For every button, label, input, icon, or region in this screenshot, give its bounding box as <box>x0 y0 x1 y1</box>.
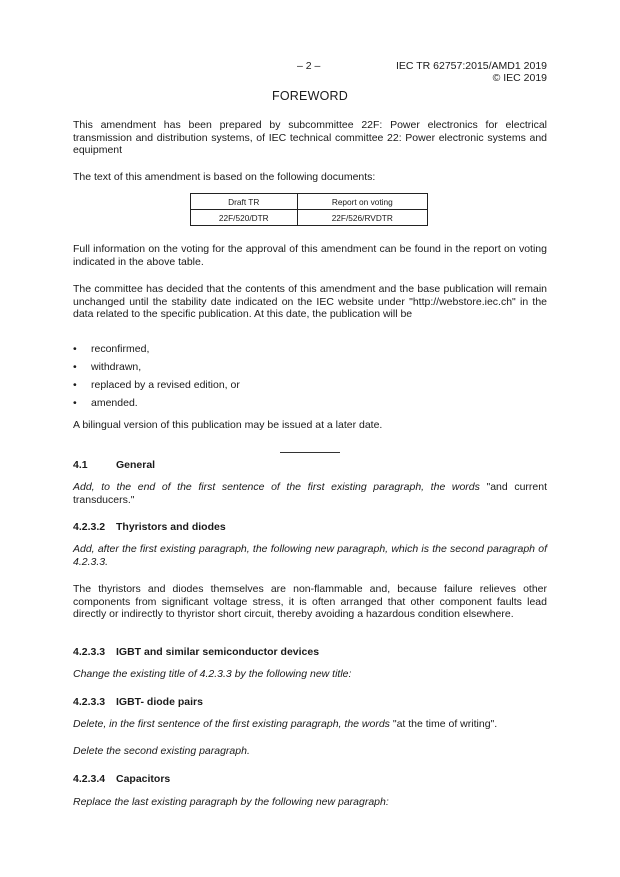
amendment-instruction: Add, to the end of the first sentence of the first existing paragraph, the words "and current transducers." <box>73 481 547 506</box>
foreword-paragraph-4: The committee has decided that the contents of this amendment and the base publication will remain unchanged until the stability date indicated on the IEC website under "http://webstore.iec.ch" in the data related to the specific publication. At this date, the publication will be <box>73 283 547 321</box>
foreword-paragraph-5: A bilingual version of this publication may be issued at a later date. <box>73 419 383 431</box>
amendment-instruction: Delete the second existing paragraph. <box>73 745 250 757</box>
table-header-cell: Draft TR <box>191 194 298 210</box>
section-heading: 4.1 General <box>73 459 156 471</box>
bullet-icon: • <box>73 379 77 391</box>
section-divider <box>280 452 340 453</box>
page-number: – 2 – <box>297 60 321 72</box>
table-cell: 22F/520/DTR <box>191 210 298 226</box>
table-row <box>191 210 428 226</box>
bullet-icon: • <box>73 397 77 409</box>
document-id: IEC TR 62757:2015/AMD1 2019 <box>396 60 547 72</box>
page-title: FOREWORD <box>272 89 348 103</box>
section-heading: 4.2.3.3 IGBT and similar semiconductor devices <box>73 646 320 658</box>
amendment-instruction: Add, after the first existing paragraph, the following new paragraph, which is the second paragraph of 4.2.3.3. <box>73 543 547 568</box>
amendment-instruction: Delete, in the first sentence of the first existing paragraph, the words "at the time of writing". <box>73 718 498 730</box>
foreword-paragraph-2: The text of this amendment is based on the following documents: <box>73 171 376 183</box>
section-heading: 4.2.3.3 IGBT- diode pairs <box>73 696 203 708</box>
foreword-paragraph-1: This amendment has been prepared by subcommittee 22F: Power electronics for electrical transmission and distribution systems, of IEC technical committee 22: Power electronic systems and equipment <box>73 119 547 157</box>
document-page: – 2 – IEC TR 62757:2015/AMD1 2019 © IEC 2019 FOREWORD This amendment has been prepared by subcommittee 22F: Power electronics for electrical transmission and distribution systems, of IEC technical committee 22: Power electronic systems and equipment The text of this amendment is based on the following documents: Draft TR Report on voting 22F/520/DTR 22F/526/RVDTR Full information on the voting for the approval of this amendment can be found in the report on voting indicated in the above table. The committee has decided that the contents of this amendment and the base publication will remain unchanged until the stability date indicated on the IEC website under "http://webstore.iec.ch" in the data related to the specific publication. At this date, the publication will be • reconfirmed, • withdrawn, • replaced by a revised edition, or • amended. A bilingual version of this publication may be issued at a later date. 4.1 General Add, to the end of the first sentence of the first existing paragraph, the words "and current transducers." 4.2.3.2 Thyristors and diodes Add, after the first existing paragraph, the following new paragraph, which is the second paragraph of 4.2.3.3. The thyristors and diodes themselves are non-flammable and, because failure relieves other components from significant voltage stress, it is often arranged that other component faults lead directly or indirectly to thyristor short circuit, thereby avoiding a hazardous condition elsewhere. 4.2.3.3 IGBT and similar semiconductor devices Change the existing title of 4.2.3.3 by the following new title: 4.2.3.3 IGBT- diode pairs Delete, in the first sentence of the first existing paragraph, the words "at the time of writing". Delete the second existing paragraph. 4.2.3.4 Capacitors Replace the last existing paragraph by the following new paragraph: <box>0 0 620 877</box>
table-header-row <box>191 194 428 210</box>
table-header-cell: Report on voting <box>297 194 427 210</box>
amendment-instruction: Change the existing title of 4.2.3.3 by the following new title: <box>73 668 352 680</box>
bullet-icon: • <box>73 343 77 355</box>
copyright-notice: © IEC 2019 <box>492 72 547 84</box>
table-cell: 22F/526/RVDTR <box>297 210 427 226</box>
voting-documents-table <box>190 193 428 226</box>
section-heading: 4.2.3.4 Capacitors <box>73 773 171 785</box>
amendment-instruction: Replace the last existing paragraph by the following new paragraph: <box>73 796 389 808</box>
foreword-paragraph-3: Full information on the voting for the approval of this amendment can be found in the report on voting indicated in the above table. <box>73 243 547 268</box>
bullet-icon: • <box>73 361 77 373</box>
body-paragraph: The thyristors and diodes themselves are non-flammable and, because failure relieves other components from significant voltage stress, it is often arranged that other component faults lead directly or indirectly to thyristor short circuit, thereby avoiding a hazardous condition elsewhere. <box>73 583 547 621</box>
header-block <box>396 60 547 84</box>
section-heading: 4.2.3.2 Thyristors and diodes <box>73 521 226 533</box>
